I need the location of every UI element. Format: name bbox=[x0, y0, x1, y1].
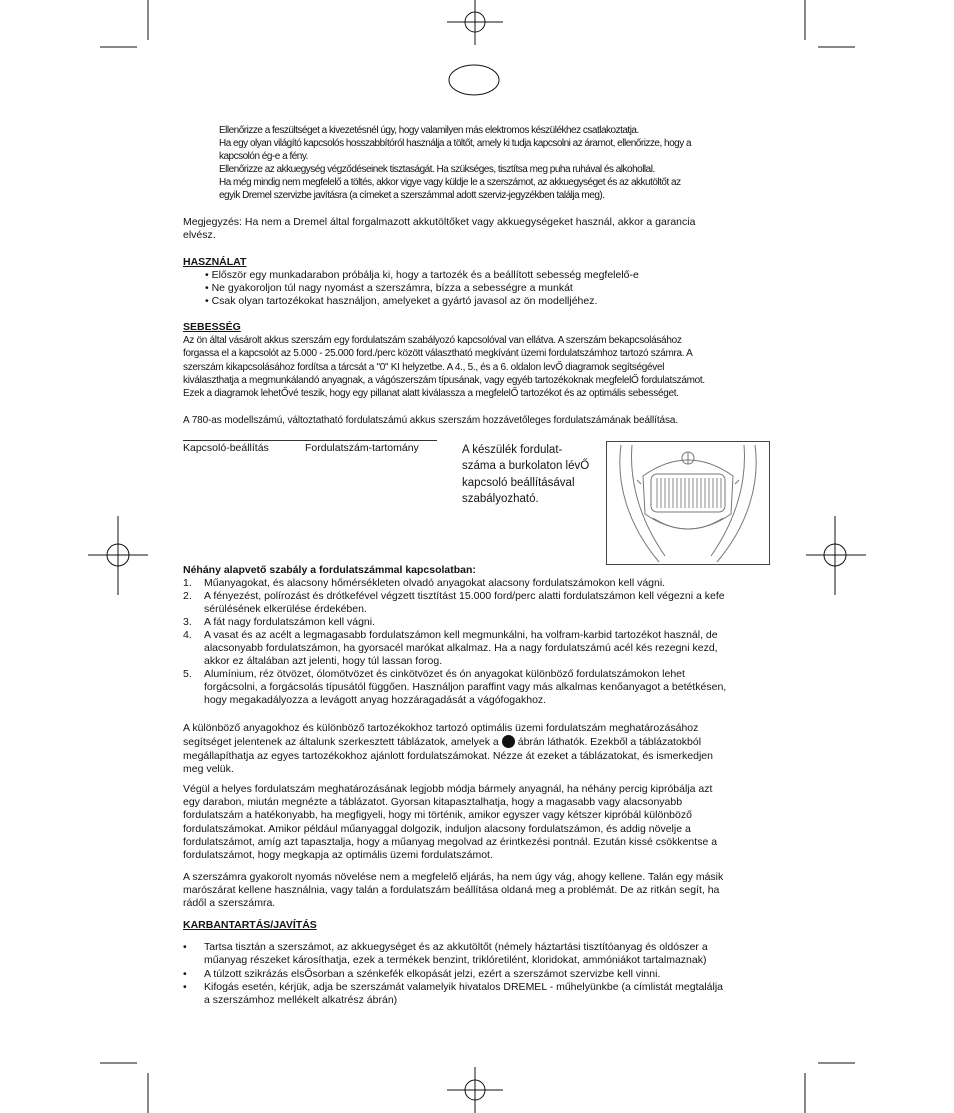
crop-mark-bottom-left bbox=[100, 1063, 148, 1113]
list-item-line: A fát nagy fordulatszámon kell vágni. bbox=[204, 616, 376, 628]
list-item-line: a szerszámhoz mellékelt alkatrész ábrán) bbox=[204, 994, 398, 1007]
usage-bullet-list bbox=[205, 269, 639, 308]
charts-paragraph bbox=[183, 722, 713, 776]
list-item bbox=[183, 968, 723, 981]
list-item: • Csak olyan tartozékokat használjon, amelyeket a gyártó javasol az ön modelljéhez. bbox=[205, 295, 598, 307]
caption-line: szabályozható. bbox=[462, 492, 539, 505]
paragraph-line: A szerszámra gyakorolt nyomás növelése nem a megfelelő eljárás, ha nem úgy vág, ahogy kellene. Talán egy másik bbox=[183, 871, 724, 883]
bullet-icon: • bbox=[183, 980, 187, 993]
list-item bbox=[183, 616, 726, 629]
registration-mark-bottom-icon bbox=[447, 1067, 503, 1113]
registration-mark-left-icon bbox=[88, 516, 148, 595]
note-line: Megjegyzés: Ha nem a Dremel által forgalmazott akkutöltőket vagy akkuegységeket használ, akkor a garancia bbox=[183, 216, 696, 228]
list-item-line: A vasat és az acélt a legmagasabb fordulatszámon kell megmunkálni, ha volfram-karbid tartozékot használ, de bbox=[204, 629, 718, 641]
list-number: 3. bbox=[183, 616, 192, 628]
intro-line: Ha még mindig nem megfelelő a töltés, akkor vigye vagy küldje le a szerszámot, az akkuegységet és az akkutöltőt az bbox=[219, 177, 681, 188]
speed-line: szerszám kikapcsolásához fordítsa a tárcsát a "0" KI helyzetbe. A 4., 5., és a 6. oldalon levŐ diagramok segítségével bbox=[183, 361, 665, 373]
warranty-note bbox=[183, 216, 695, 242]
intro-line: egyik Dremel szervizbe javításra (a címeket a szerszámmal adott szerviz-jegyzékben találja meg). bbox=[219, 190, 605, 201]
testing-paragraph bbox=[183, 783, 717, 862]
vent-slots bbox=[657, 478, 721, 508]
list-item-line: sérülésének elkerülése érdekében. bbox=[204, 603, 367, 615]
list-item-line: Kifogás esetén, kérjük, adja be szerszámát valamelyik hivatalos DREMEL - műhelyünkbe (a címlistát megtalálja bbox=[204, 980, 724, 993]
intro-line: Ellenőrizze a feszültséget a kivezetésnél úgy, hogy valamilyen más elektromos készülékhez csatlakoztatja. bbox=[219, 125, 639, 136]
list-number: 5. bbox=[183, 668, 192, 680]
list-item-line: A túlzott szikrázás elsŐsorban a szénkefék elkopását jelzi, ezért a szerszámot szervizbe kell vinni. bbox=[204, 967, 661, 980]
list-item-line: A fényezést, polírozást és drótkefével végzett tisztítást 15.000 ford/perc alatti fordulatszámon kell végezni a kefe bbox=[204, 590, 725, 602]
list-item-line: forgácsolni, a forgácsolás típusától függően. Használjon paraffint vagy más alkalmas kenőanyagot a betétkésen, bbox=[204, 681, 727, 693]
paragraph-line: marószárat kellene használnia, vagy talán a fordulatszám beállítása oldaná meg a problémát. De az ritkán segít, ha bbox=[183, 884, 720, 896]
intro-line: kapcsolón ég-e a fény. bbox=[219, 151, 308, 162]
paragraph-line: egy darabon, miután megnézte a táblázatot. Gyorsan kitapasztalhatja, hogy a magasabb vagy alacsonyabb bbox=[183, 796, 683, 809]
tool-housing-drawing bbox=[607, 442, 769, 564]
list-item bbox=[183, 981, 723, 1008]
list-item-line: Tartsa tisztán a szerszámot, az akkuegységet és az akkutöltőt (némely háztartási tisztítóanyag és oldószer a bbox=[204, 941, 708, 953]
intro-line: Ellenőrizze az akkuegység végződéseinek tisztaságát. Ha szükséges, tisztítsa meg puha ruhával és alkohollal. bbox=[219, 164, 655, 175]
list-item bbox=[183, 590, 726, 616]
paragraph-text: ábrán láthatók. Ezekből a táblázatokból bbox=[517, 736, 702, 749]
crop-mark-top-right bbox=[805, 0, 855, 47]
paragraph-line: fordulatszám a hatékonyabb, ha megfigyeli, hogy mi történik, amikor egyszer vagy kétszer kipróbál különböző bbox=[183, 809, 692, 822]
list-number: 1. bbox=[183, 577, 192, 589]
speed-line: kiválaszthatja a megmunkálandó anyagnak, a vágószerszám típusának, vagy egyéb tartozékoknak megfelelŐ fordulatszámot. bbox=[183, 374, 705, 386]
list-item-line: Műanyagokat, és alacsony hőmérsékleten olvadó anyagokat alacsony fordulatszámokon kell vágni. bbox=[204, 577, 666, 589]
intro-troubleshooting-block bbox=[219, 124, 691, 202]
crop-mark-top-left bbox=[100, 0, 148, 47]
paragraph-line: fordulatszámot, hogy megkapja az optimális üzemi fordulatszámot. bbox=[183, 849, 493, 862]
caption-line: száma a burkolaton lévŐ bbox=[462, 460, 590, 473]
table-col-switch-setting: Kapcsoló-beállítás bbox=[183, 442, 269, 454]
paragraph-line: fordulatszámokat. Amikor például műanyaggal dolgozik, induljon alacsony fordulatszámon, és addig növelje a bbox=[183, 822, 691, 835]
speed-heading: SEBESSÉG bbox=[183, 321, 241, 333]
list-item bbox=[183, 577, 726, 590]
list-number: 2. bbox=[183, 590, 192, 602]
bullet-icon: • bbox=[183, 967, 187, 980]
intro-line: Ha egy olyan világító kapcsolós hosszabbítóról használja a töltőt, amely ki tudja kapcsolni az áramot, ellenőrizze, hogy a bbox=[219, 138, 692, 149]
speed-dial-caption bbox=[462, 442, 589, 507]
bullet-icon: • bbox=[183, 941, 187, 953]
note-line: elvész. bbox=[183, 229, 216, 241]
paragraph-line: Végül a helyes fordulatszám meghatározásának legjobb módja bármely anyagnál, ha néhány percig kipróbálja azt bbox=[183, 783, 713, 795]
paragraph-line: meg velük. bbox=[183, 762, 234, 775]
speed-line: forgassa el a kapcsolót az 5.000 - 25.000 ford./perc között választható megkívánt üzemi fordulatszámhoz tartozó számra. A bbox=[183, 348, 693, 360]
caption-line: A készülék fordulat- bbox=[462, 444, 563, 456]
table-col-speed-range: Fordulatszám-tartomány bbox=[305, 442, 419, 454]
speed-rules-list bbox=[183, 577, 726, 707]
list-item: • Először egy munkadarabon próbálja ki, hogy a tartozék és a beállított sebesség megfelelő-e bbox=[205, 269, 639, 281]
paragraph-line: rádől a szerszámra. bbox=[183, 897, 276, 909]
speed-rules-heading: Néhány alapvető szabály a fordulatszámmal kapcsolatban: bbox=[183, 564, 476, 576]
list-item-line: hogy megakadályozza a levágott anyag hozzáragadását a vágófogakhoz. bbox=[204, 694, 547, 706]
registration-mark-right-icon bbox=[806, 516, 866, 595]
list-item-line: alacsonyabb fordulatszámon, ha gyorsacél marókat alkalmaz. Ha a nagy fordulatszámú acél kés rezegni kezd, bbox=[204, 642, 718, 654]
list-item-line: műanyag részeket károsíthatja, ezek a termékek benzint, triklóretilént, kloridokat, ammóniákot tartalmaznak) bbox=[204, 954, 707, 967]
list-item bbox=[183, 668, 726, 707]
paragraph-line bbox=[183, 735, 713, 749]
speed-line: Ezek a diagramok lehetŐvé teszik, hogy egy pillanat alatt kiválassza a megfelelŐ tartozékot és az optimális sebességet. bbox=[183, 388, 679, 399]
tool-speed-dial-illustration bbox=[606, 441, 770, 565]
maintenance-bullet-list bbox=[183, 941, 723, 1007]
registration-mark-top-icon bbox=[447, 0, 503, 45]
paragraph-line: A különböző anyagokhoz és különböző tartozékokhoz tartozó optimális üzemi fordulatszám meghatározásához bbox=[183, 722, 699, 734]
page-number-oval-icon bbox=[449, 65, 499, 95]
paragraph-line: megállapíthatja az egyes tartozékokhoz ajánlott fordulatszámokat. Nézze át ezeket a táblázatokat, és ismerkedjen bbox=[183, 749, 713, 762]
usage-heading: HASZNÁLAT bbox=[183, 256, 247, 268]
speed-line: Az ön által vásárolt akkus szerszám egy fordulatszám szabályozó kapcsolóval van ellátva. A szerszám bekapcsolásához bbox=[183, 335, 682, 346]
speed-paragraph bbox=[183, 334, 705, 400]
caption-line: kapcsoló beállításával bbox=[462, 476, 575, 489]
list-item-line: Alumínium, réz ötvözet, ólomötvözet és cinkötvözet és ón anyagokat különböző fordulatszámokon lehet bbox=[204, 668, 685, 680]
list-item: • Ne gyakoroljon túl nagy nyomást a szerszámra, bízza a sebességre a munkát bbox=[205, 282, 573, 294]
paragraph-line: fordulatszámot, amíg azt tapasztalja, hogy a műanyag megolvad az érintkezési pontnál. Ezután kissé csökkentse a bbox=[183, 835, 718, 848]
maintenance-heading: KARBANTARTÁS/JAVÍTÁS bbox=[183, 919, 317, 931]
list-item-line: akkor ez általában azt jelenti, hogy túl lassan forog. bbox=[204, 655, 443, 667]
filled-circle-icon bbox=[502, 735, 515, 748]
crop-mark-bottom-right bbox=[805, 1063, 855, 1113]
list-number: 4. bbox=[183, 629, 192, 641]
paragraph-text: segítséget jelentenek az általunk szerkesztett táblázatok, amelyek a bbox=[183, 736, 499, 749]
switch-setting-table-header bbox=[183, 440, 437, 455]
list-item bbox=[183, 941, 723, 968]
pressure-paragraph bbox=[183, 871, 723, 910]
model-speed-setting-line: A 780-as modellszámú, változtatható fordulatszámú akkus szerszám hozzávetőleges fordulatszámának beállítása. bbox=[183, 415, 679, 426]
list-item bbox=[183, 629, 726, 668]
